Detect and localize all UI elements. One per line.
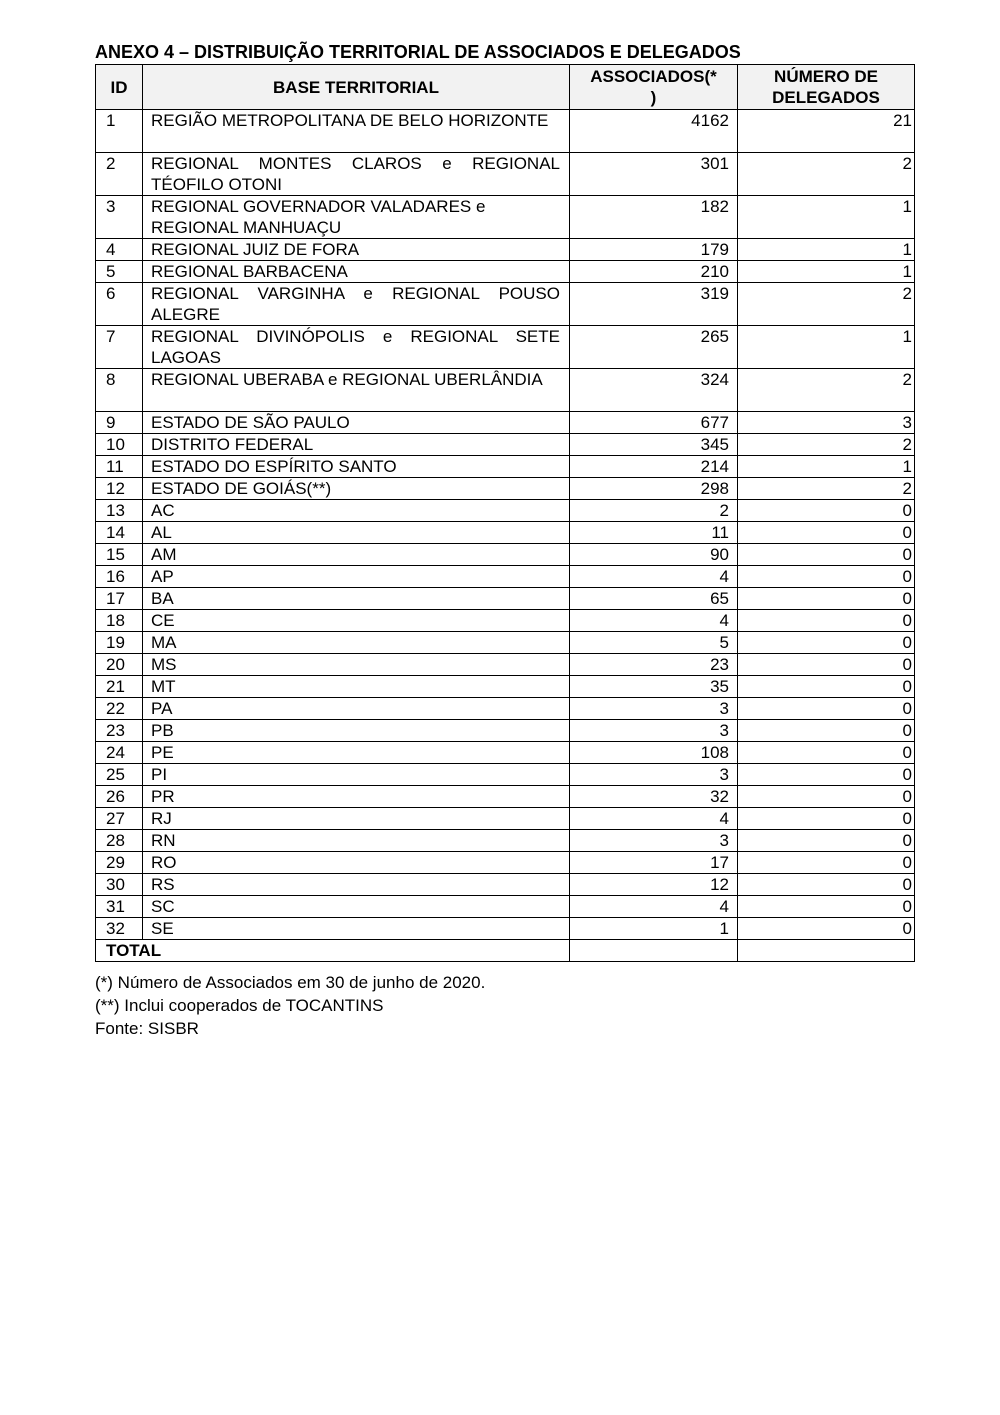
row-base-territorial: PI xyxy=(143,764,570,786)
table-row xyxy=(96,153,915,196)
row-base-territorial: BA xyxy=(143,588,570,610)
row-delegados: 2 xyxy=(738,153,915,196)
row-id: 27 xyxy=(96,808,143,830)
row-associados: 23 xyxy=(570,654,738,676)
row-base-territorial: REGIONAL VARGINHA e REGIONAL POUSO ALEGRE xyxy=(143,283,570,326)
table-row xyxy=(96,456,915,478)
row-id: 4 xyxy=(96,239,143,261)
table-row xyxy=(96,918,915,940)
row-base-territorial: PR xyxy=(143,786,570,808)
table-row xyxy=(96,588,915,610)
row-delegados: 0 xyxy=(738,742,915,764)
row-associados: 1 xyxy=(570,918,738,940)
row-delegados: 0 xyxy=(738,544,915,566)
row-id: 1 xyxy=(96,110,143,153)
row-id: 5 xyxy=(96,261,143,283)
row-delegados: 0 xyxy=(738,500,915,522)
row-id: 12 xyxy=(96,478,143,500)
row-base-territorial: AL xyxy=(143,522,570,544)
row-id: 11 xyxy=(96,456,143,478)
row-associados: 182 xyxy=(570,196,738,239)
total-row xyxy=(96,940,915,962)
row-base-territorial: RS xyxy=(143,874,570,896)
header-id: ID xyxy=(96,65,143,110)
table-row xyxy=(96,478,915,500)
table-row xyxy=(96,434,915,456)
row-base-territorial: AM xyxy=(143,544,570,566)
table-row xyxy=(96,196,915,239)
table-row xyxy=(96,654,915,676)
table-row xyxy=(96,412,915,434)
row-delegados: 0 xyxy=(738,676,915,698)
row-associados: 4162 xyxy=(570,110,738,153)
row-delegados: 1 xyxy=(738,196,915,239)
row-associados: 11 xyxy=(570,522,738,544)
row-delegados: 1 xyxy=(738,261,915,283)
table-row xyxy=(96,786,915,808)
row-id: 7 xyxy=(96,326,143,369)
table-row xyxy=(96,874,915,896)
header-associados xyxy=(570,65,738,110)
footnote-associados-date: (*) Número de Associados em 30 de junho de 2020. xyxy=(95,973,486,992)
row-associados: 3 xyxy=(570,720,738,742)
row-delegados: 1 xyxy=(738,239,915,261)
table-row xyxy=(96,283,915,326)
row-delegados: 0 xyxy=(738,808,915,830)
table-row xyxy=(96,369,915,412)
row-delegados: 0 xyxy=(738,610,915,632)
table-row xyxy=(96,544,915,566)
table-row xyxy=(96,698,915,720)
header-associados-line2: ) xyxy=(650,88,657,107)
row-delegados: 0 xyxy=(738,698,915,720)
page-title: ANEXO 4 – DISTRIBUIÇÃO TERRITORIAL DE ASSOCIADOS E DELEGADOS xyxy=(95,42,741,62)
row-associados: 214 xyxy=(570,456,738,478)
row-id: 26 xyxy=(96,786,143,808)
row-associados: 324 xyxy=(570,369,738,412)
row-id: 25 xyxy=(96,764,143,786)
table-row xyxy=(96,500,915,522)
row-delegados: 2 xyxy=(738,369,915,412)
table-row xyxy=(96,239,915,261)
row-associados: 35 xyxy=(570,676,738,698)
row-associados: 179 xyxy=(570,239,738,261)
table-body xyxy=(96,110,915,940)
row-id: 15 xyxy=(96,544,143,566)
row-associados: 265 xyxy=(570,326,738,369)
table-row xyxy=(96,742,915,764)
row-delegados: 0 xyxy=(738,852,915,874)
row-base-territorial: REGIONAL JUIZ DE FORA xyxy=(143,239,570,261)
row-associados: 108 xyxy=(570,742,738,764)
row-base-territorial: SC xyxy=(143,896,570,918)
footnote-tocantins: (**) Inclui cooperados de TOCANTINS xyxy=(95,996,384,1015)
row-associados: 4 xyxy=(570,896,738,918)
total-delegados xyxy=(738,940,915,962)
row-delegados: 0 xyxy=(738,654,915,676)
row-associados: 319 xyxy=(570,283,738,326)
row-id: 14 xyxy=(96,522,143,544)
row-base-territorial: MA xyxy=(143,632,570,654)
row-base-territorial: AC xyxy=(143,500,570,522)
table-row xyxy=(96,676,915,698)
row-associados: 4 xyxy=(570,610,738,632)
row-associados: 3 xyxy=(570,764,738,786)
row-id: 20 xyxy=(96,654,143,676)
row-delegados: 0 xyxy=(738,632,915,654)
row-id: 8 xyxy=(96,369,143,412)
row-delegados: 3 xyxy=(738,412,915,434)
total-associados xyxy=(570,940,738,962)
row-delegados: 0 xyxy=(738,566,915,588)
row-base-territorial: PA xyxy=(143,698,570,720)
row-delegados: 1 xyxy=(738,456,915,478)
header-associados-line1: ASSOCIADOS(* xyxy=(590,67,717,86)
row-base-territorial: REGIONAL UBERABA e REGIONAL UBERLÂNDIA xyxy=(143,369,570,412)
row-base-territorial: REGIONAL BARBACENA xyxy=(143,261,570,283)
row-id: 28 xyxy=(96,830,143,852)
row-delegados: 0 xyxy=(738,896,915,918)
row-id: 10 xyxy=(96,434,143,456)
row-id: 6 xyxy=(96,283,143,326)
row-base-territorial: MT xyxy=(143,676,570,698)
table-row xyxy=(96,852,915,874)
table-row xyxy=(96,808,915,830)
table-row xyxy=(96,830,915,852)
table-row xyxy=(96,632,915,654)
row-delegados: 1 xyxy=(738,326,915,369)
row-associados: 677 xyxy=(570,412,738,434)
row-delegados: 21 xyxy=(738,110,915,153)
table-row xyxy=(96,896,915,918)
row-associados: 2 xyxy=(570,500,738,522)
row-id: 23 xyxy=(96,720,143,742)
header-delegados-line1: NÚMERO DE xyxy=(774,67,878,86)
row-id: 21 xyxy=(96,676,143,698)
footnotes xyxy=(95,971,485,1040)
row-delegados: 0 xyxy=(738,764,915,786)
row-id: 32 xyxy=(96,918,143,940)
row-associados: 298 xyxy=(570,478,738,500)
row-base-territorial: REGIONAL DIVINÓPOLIS e REGIONAL SETE LAGOAS xyxy=(143,326,570,369)
row-associados: 90 xyxy=(570,544,738,566)
row-associados: 65 xyxy=(570,588,738,610)
row-associados: 301 xyxy=(570,153,738,196)
table-row xyxy=(96,326,915,369)
table-row xyxy=(96,261,915,283)
row-base-territorial: ESTADO DE SÃO PAULO xyxy=(143,412,570,434)
row-delegados: 2 xyxy=(738,434,915,456)
table-row xyxy=(96,764,915,786)
row-id: 31 xyxy=(96,896,143,918)
row-base-territorial: ESTADO DE GOIÁS(**) xyxy=(143,478,570,500)
table-row xyxy=(96,522,915,544)
row-delegados: 0 xyxy=(738,918,915,940)
distribution-table xyxy=(95,64,915,962)
row-associados: 12 xyxy=(570,874,738,896)
row-base-territorial: REGIÃO METROPOLITANA DE BELO HORIZONTE xyxy=(143,110,570,153)
row-delegados: 0 xyxy=(738,588,915,610)
row-base-territorial: REGIONAL MONTES CLAROS e REGIONAL TÉOFILO OTONI xyxy=(143,153,570,196)
row-id: 19 xyxy=(96,632,143,654)
row-associados: 4 xyxy=(570,566,738,588)
row-associados: 345 xyxy=(570,434,738,456)
table-row xyxy=(96,720,915,742)
row-delegados: 0 xyxy=(738,830,915,852)
table-row xyxy=(96,566,915,588)
row-base-territorial: AP xyxy=(143,566,570,588)
row-associados: 4 xyxy=(570,808,738,830)
row-id: 24 xyxy=(96,742,143,764)
row-delegados: 0 xyxy=(738,720,915,742)
row-base-territorial: REGIONAL GOVERNADOR VALADARES e REGIONAL MANHUAÇU xyxy=(143,196,570,239)
row-associados: 3 xyxy=(570,698,738,720)
row-associados: 5 xyxy=(570,632,738,654)
row-associados: 32 xyxy=(570,786,738,808)
row-base-territorial: CE xyxy=(143,610,570,632)
row-base-territorial: PB xyxy=(143,720,570,742)
row-id: 22 xyxy=(96,698,143,720)
row-base-territorial: MS xyxy=(143,654,570,676)
total-label: TOTAL xyxy=(96,940,570,962)
row-delegados: 0 xyxy=(738,786,915,808)
row-id: 13 xyxy=(96,500,143,522)
row-associados: 210 xyxy=(570,261,738,283)
footnote-source: Fonte: SISBR xyxy=(95,1019,199,1038)
row-base-territorial: SE xyxy=(143,918,570,940)
row-delegados: 2 xyxy=(738,283,915,326)
table-row xyxy=(96,610,915,632)
row-delegados: 2 xyxy=(738,478,915,500)
row-base-territorial: ESTADO DO ESPÍRITO SANTO xyxy=(143,456,570,478)
row-associados: 3 xyxy=(570,830,738,852)
header-base-territorial: BASE TERRITORIAL xyxy=(143,65,570,110)
row-id: 3 xyxy=(96,196,143,239)
row-delegados: 0 xyxy=(738,522,915,544)
row-base-territorial: PE xyxy=(143,742,570,764)
header-delegados-line2: DELEGADOS xyxy=(772,88,880,107)
row-delegados: 0 xyxy=(738,874,915,896)
header-delegados xyxy=(738,65,915,110)
row-id: 16 xyxy=(96,566,143,588)
row-base-territorial: RN xyxy=(143,830,570,852)
row-id: 30 xyxy=(96,874,143,896)
table-header-row xyxy=(96,65,915,110)
row-id: 9 xyxy=(96,412,143,434)
row-id: 17 xyxy=(96,588,143,610)
row-id: 2 xyxy=(96,153,143,196)
row-associados: 17 xyxy=(570,852,738,874)
row-base-territorial: RO xyxy=(143,852,570,874)
row-base-territorial: DISTRITO FEDERAL xyxy=(143,434,570,456)
table-row xyxy=(96,110,915,153)
row-id: 29 xyxy=(96,852,143,874)
row-base-territorial: RJ xyxy=(143,808,570,830)
row-id: 18 xyxy=(96,610,143,632)
